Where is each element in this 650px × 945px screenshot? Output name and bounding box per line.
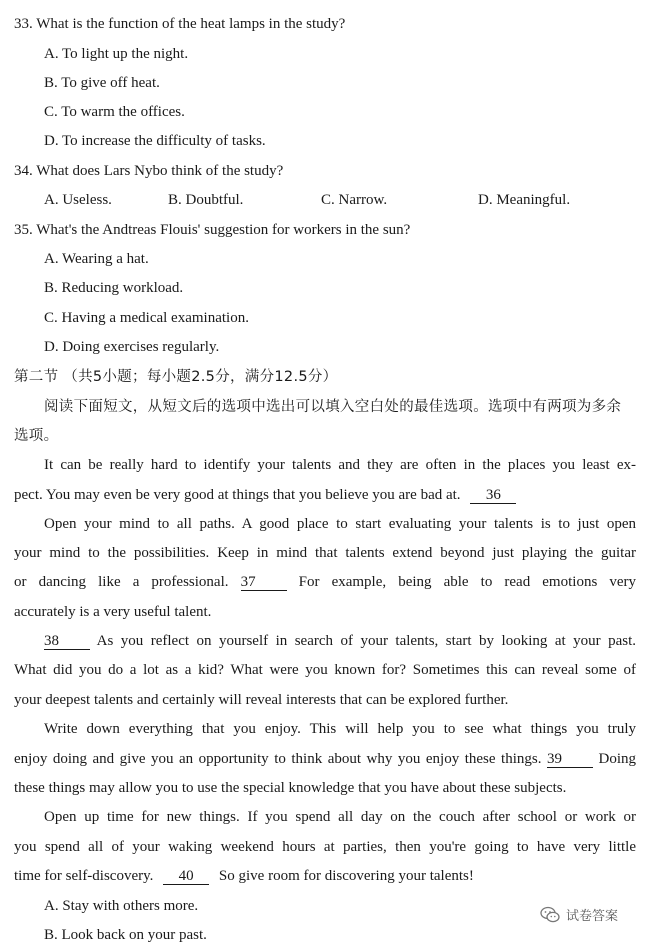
passage-line [14, 572, 636, 592]
q33-option-c: C. To warm the offices. [44, 104, 185, 120]
q35-option-d: D. Doing exercises regularly. [44, 339, 220, 355]
section-instructions: 阅读下面短文，从短文后的选项中选出可以填入空白处的最佳选项。选项中有两项为多余 [44, 399, 622, 415]
passage-text: enjoy doing and give you an opportunity to think about why you enjoy these things. [14, 751, 542, 767]
passage-text: Doing [598, 751, 637, 767]
q35-stem: 35. What's the Andtreas Flouis' suggestion for workers in the sun? [14, 222, 411, 238]
blank-40: 40 [163, 868, 209, 885]
passage-line: your deepest talents and certainly will reveal interests that can be explored further. [14, 692, 509, 708]
answer-option-b: B. Look back on your past. [44, 927, 207, 943]
answer-option-a: A. Stay with others more. [44, 898, 199, 914]
section-instructions-cont: 选项。 [14, 428, 59, 444]
passage-line [14, 749, 636, 769]
passage-text: As you reflect on yourself in search of your talents, start by looking at your past. [96, 633, 636, 649]
passage-line: Open up time for new things. If you spend all day on the couch after school or work or [44, 809, 636, 825]
q34-option-c: C. Narrow. [321, 192, 388, 208]
q34-option-d: D. Meaningful. [478, 192, 571, 208]
wechat-icon [540, 906, 560, 924]
q34-option-b: B. Doubtful. [168, 192, 244, 208]
passage-line: accurately is a very useful talent. [14, 604, 212, 620]
passage-text: or dancing like a professional. [14, 574, 229, 590]
passage-line [14, 485, 650, 505]
q35-option-c: C. Having a medical examination. [44, 310, 249, 326]
blank-38: 38 [44, 633, 90, 650]
q33-option-d: D. To increase the difficulty of tasks. [44, 133, 266, 149]
passage-text: time for self-discovery. [14, 868, 154, 884]
passage-line [14, 866, 650, 886]
q34-options [44, 190, 650, 210]
passage-line: these things may allow you to use the special knowledge that you have about these subjects. [14, 780, 567, 796]
q33-option-b: B. To give off heat. [44, 75, 160, 91]
q34-option-a: A. Useless. [44, 192, 112, 208]
q33-option-a: A. To light up the night. [44, 46, 189, 62]
passage-line: your mind to the possibilities. Keep in mind that talents extend beyond just playing the guitar [14, 545, 636, 561]
passage-text: So give room for discovering your talents! [218, 868, 474, 884]
passage-text: pect. You may even be very good at things that you believe you are bad at. [14, 487, 461, 503]
watermark [540, 905, 618, 924]
q34-stem: 34. What does Lars Nybo think of the study? [14, 163, 284, 179]
q35-option-b: B. Reducing workload. [44, 280, 184, 296]
passage-text: For example, being able to read emotions very [298, 574, 637, 590]
passage-line [44, 631, 636, 651]
q33-stem: 33. What is the function of the heat lamps in the study? [14, 16, 346, 32]
passage-line: you spend all of your waking weekend hours at parties, then you're going to have very little [14, 839, 636, 855]
passage-line: Open your mind to all paths. A good place to start evaluating your talents is to just open [44, 516, 636, 532]
q35-option-a: A. Wearing a hat. [44, 251, 149, 267]
section-header: 第二节 （共5小题；每小题2.5分，满分12.5分） [14, 369, 338, 385]
passage-line: Write down everything that you enjoy. This will help you to see what things you truly [44, 721, 636, 737]
passage-line: It can be really hard to identify your talents and they are often in the places you least ex- [44, 457, 636, 473]
blank-37: 37 [241, 574, 287, 591]
blank-39: 39 [547, 751, 593, 768]
passage-line: What did you do a lot as a kid? What were you known for? Sometimes this can reveal some of [14, 662, 636, 678]
watermark-text: 试卷答案 [566, 909, 619, 924]
blank-36: 36 [470, 487, 516, 504]
